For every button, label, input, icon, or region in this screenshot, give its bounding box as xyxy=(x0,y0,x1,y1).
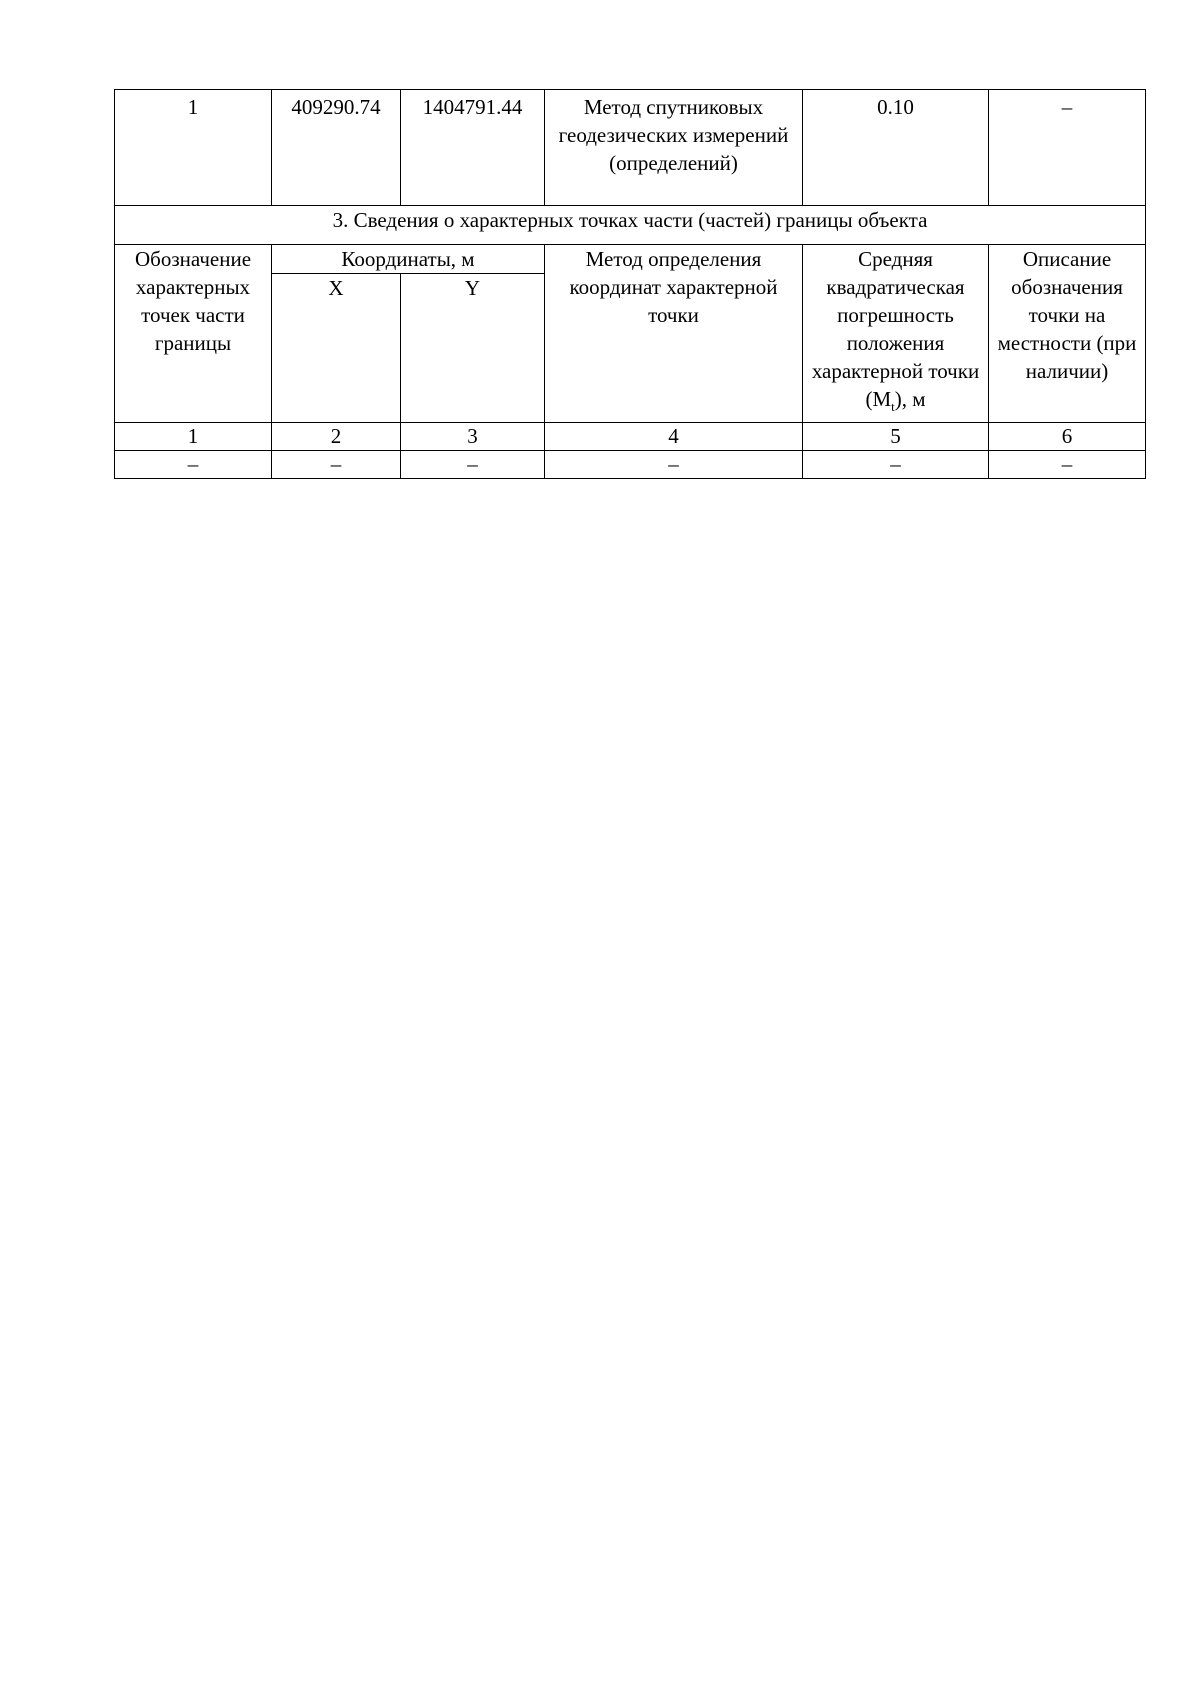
column-number: 2 xyxy=(272,423,401,451)
section-title-row xyxy=(115,206,1146,245)
header-point-designation: Обозначение характерных точек части границы xyxy=(115,245,272,423)
empty-cell: – xyxy=(272,451,401,479)
column-number: 4 xyxy=(545,423,803,451)
header-accuracy: Средняя квадратическая погрешность положения характерной точки $(M_t)$, м xyxy=(803,245,989,423)
description-cell: – xyxy=(989,90,1146,206)
accuracy-cell: 0.10 xyxy=(803,90,989,206)
column-number: 1 xyxy=(115,423,272,451)
column-number: 6 xyxy=(989,423,1146,451)
method-cell: Метод спутниковых геодезических измерений (определений) xyxy=(545,90,803,206)
column-number: 5 xyxy=(803,423,989,451)
point-number-cell: 1 xyxy=(115,90,272,206)
empty-cell: – xyxy=(803,451,989,479)
header-method: Метод определения координат характерной точки xyxy=(545,245,803,423)
table-row xyxy=(115,451,1146,479)
header-x: X xyxy=(272,274,401,423)
column-numbers-row xyxy=(115,423,1146,451)
header-description: Описание обозначения точки на местности (при наличии) xyxy=(989,245,1146,423)
y-coordinate-cell: 1404791.44 xyxy=(401,90,545,206)
empty-cell: – xyxy=(545,451,803,479)
empty-cell: – xyxy=(989,451,1146,479)
section-title: 3. Сведения о характерных точках части (частей) границы объекта xyxy=(115,206,1146,245)
header-row xyxy=(115,245,1146,274)
column-number: 3 xyxy=(401,423,545,451)
header-y: Y xyxy=(401,274,545,423)
x-coordinate-cell: 409290.74 xyxy=(272,90,401,206)
empty-cell: – xyxy=(115,451,272,479)
boundary-points-table xyxy=(114,89,1146,479)
table-row xyxy=(115,90,1146,206)
empty-cell: – xyxy=(401,451,545,479)
header-coordinates: Координаты, м xyxy=(272,245,545,274)
